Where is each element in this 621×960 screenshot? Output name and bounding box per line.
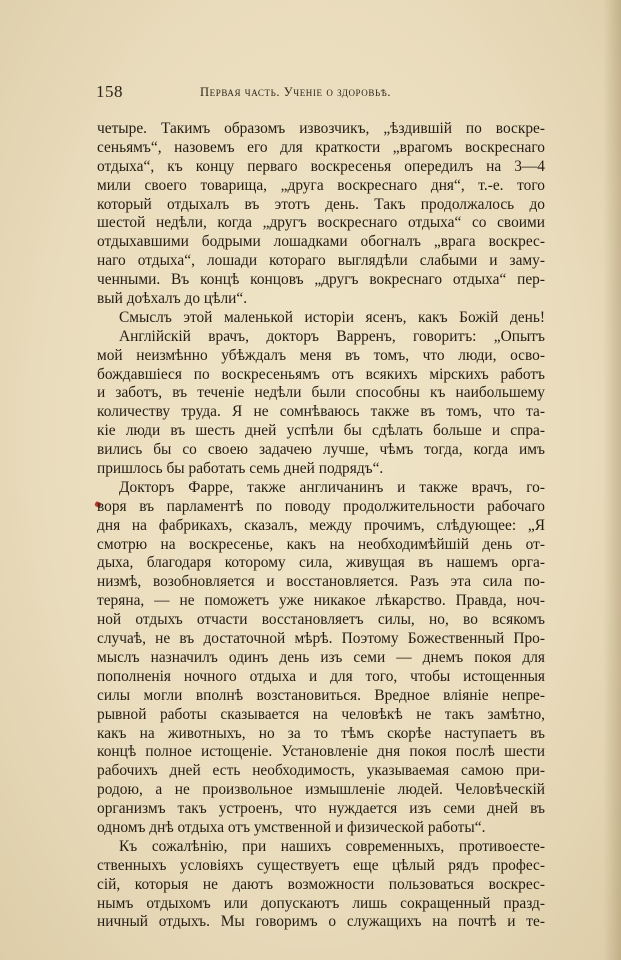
text-line: вый доѣхалъ до цѣли“. (97, 290, 248, 308)
text-line: организмъ такъ устроенъ, что нуждается изъ семи дней въ (97, 800, 545, 818)
text-line: рабочихъ дней есть необходимость, указываемая самою при- (97, 762, 545, 780)
text-line: родою, а не произвольное измышленіе людей. Человѣческій (97, 781, 545, 799)
text-line: сій, которыя не даютъ возможности пользоваться воскрес- (97, 875, 545, 893)
text-line: шестой недѣли, когда „другъ воскреснаго отдыха“ со своими (97, 214, 545, 232)
text-line: наго отдыха“, лошади котораго выглядѣли слабыми и заму- (97, 252, 545, 270)
text-line: мили своего товарища, „друга воскреснаго дня“, т.-е. того (97, 176, 545, 194)
text-line: случаѣ, не въ достаточной мѣрѣ. Поэтому Божественный Про- (97, 630, 545, 648)
text-line: дыха, благодаря которому сила, живущая въ нашемъ орга- (97, 554, 545, 572)
page-edge-shadow (603, 0, 621, 960)
page-number: 158 (96, 82, 123, 101)
text-line: сеньямъ“, назовемъ его для краткости „врагомъ воскреснаго (97, 138, 545, 156)
text-line: четыре. Такимъ образомъ извозчикъ, „ѣздившій по воскре- (97, 120, 545, 137)
text-line: пришлось бы работать семь дней подрядъ“. (97, 460, 384, 478)
text-line: одномъ днѣ отдыха отъ умственной и физической работы“. (97, 818, 486, 836)
text-line: отдыха“, къ концу перваго воскресенья опередилъ на 3—4 (97, 157, 545, 175)
text-line: Англійскій врачъ, докторъ Варренъ, говоритъ: „Опытъ (119, 327, 545, 345)
text-line: ной отдыхъ отчасти восстановляетъ силы, но, во всякомъ (97, 611, 545, 629)
text-line: количеству труда. Я не сомнѣваюсь также въ томъ, что та- (97, 403, 545, 421)
text-line: силы могли вполнѣ возстановиться. Вредное вліяніе непре- (97, 686, 545, 704)
text-line: концѣ полное истощеніе. Установленіе дня покоя послѣ шести (97, 743, 545, 761)
text-line: мыслъ назначилъ одинъ день изъ семи — днемъ покоя для (97, 648, 545, 666)
text-line: теряна, — не поможетъ уже никакое лѣкарство. Правда, ноч- (97, 592, 545, 610)
text-line: какъ на животныхъ, но за то тѣмъ скорѣе наступаетъ въ (97, 724, 545, 742)
page-header (96, 82, 546, 108)
text-line: Докторъ Фарре, также англичанинъ и также врачъ, го- (119, 478, 545, 496)
text-line: ничный отдыхъ. Мы говоримъ о служащихъ на почтѣ и те- (97, 913, 545, 931)
running-head: Первая часть. Ученіе о здоровьѣ. (200, 85, 392, 99)
text-line: воря въ парламентѣ по поводу продолжительности рабочаго (97, 497, 545, 515)
text-line: который отдыхалъ въ этотъ день. Такъ продолжалось до (97, 195, 545, 213)
body-text (97, 120, 545, 932)
text-line: дня на фабрикахъ, сказалъ, между прочимъ, слѣдующее: „Я (97, 516, 545, 534)
text-line: низмѣ, возобновляется и восстановляется. Разъ эта сила по- (97, 573, 545, 591)
text-line: нымъ отдыхомъ или допускаютъ лишь сокращенный празд- (97, 894, 545, 912)
text-line: и заботъ, въ теченіе недѣли были способны къ наибольшему (97, 384, 545, 402)
text-line: отдыхавшими бодрыми лошадками обогналъ „врага воскрес- (97, 233, 545, 251)
text-line: бождавшіеся по воскресеньямъ отъ всякихъ мірскихъ работъ (97, 365, 545, 383)
text-line: рывной работы сказывается на человѣкѣ не такъ замѣтно, (97, 705, 545, 723)
text-line: Смыслъ этой маленькой исторіи ясенъ, какъ Божій день! (119, 308, 545, 326)
text-line: кіе люди въ шесть дней успѣли бы сдѣлать больше и спра- (97, 422, 545, 440)
text-line: Къ сожалѣнію, при нашихъ современныхъ, противоесте- (119, 837, 545, 855)
text-line: ченными. Въ концѣ концовъ „другъ вокреснаго отдыха“ пер- (97, 271, 545, 289)
text-line: ственныхъ условіяхъ существуетъ еще цѣлый рядъ профес- (97, 856, 545, 874)
text-line: вились бы со своею задачею лучше, чѣмъ тогда, когда имъ (97, 441, 545, 459)
text-line: пополненія ночного отдыха и для того, чтобы истощенныя (97, 667, 545, 685)
text-line: мой неизмѣнно убѣждалъ меня въ томъ, что люди, осво- (97, 346, 545, 364)
text-line: смотрю на воскресенье, какъ на необходимѣйшій день от- (97, 535, 545, 553)
